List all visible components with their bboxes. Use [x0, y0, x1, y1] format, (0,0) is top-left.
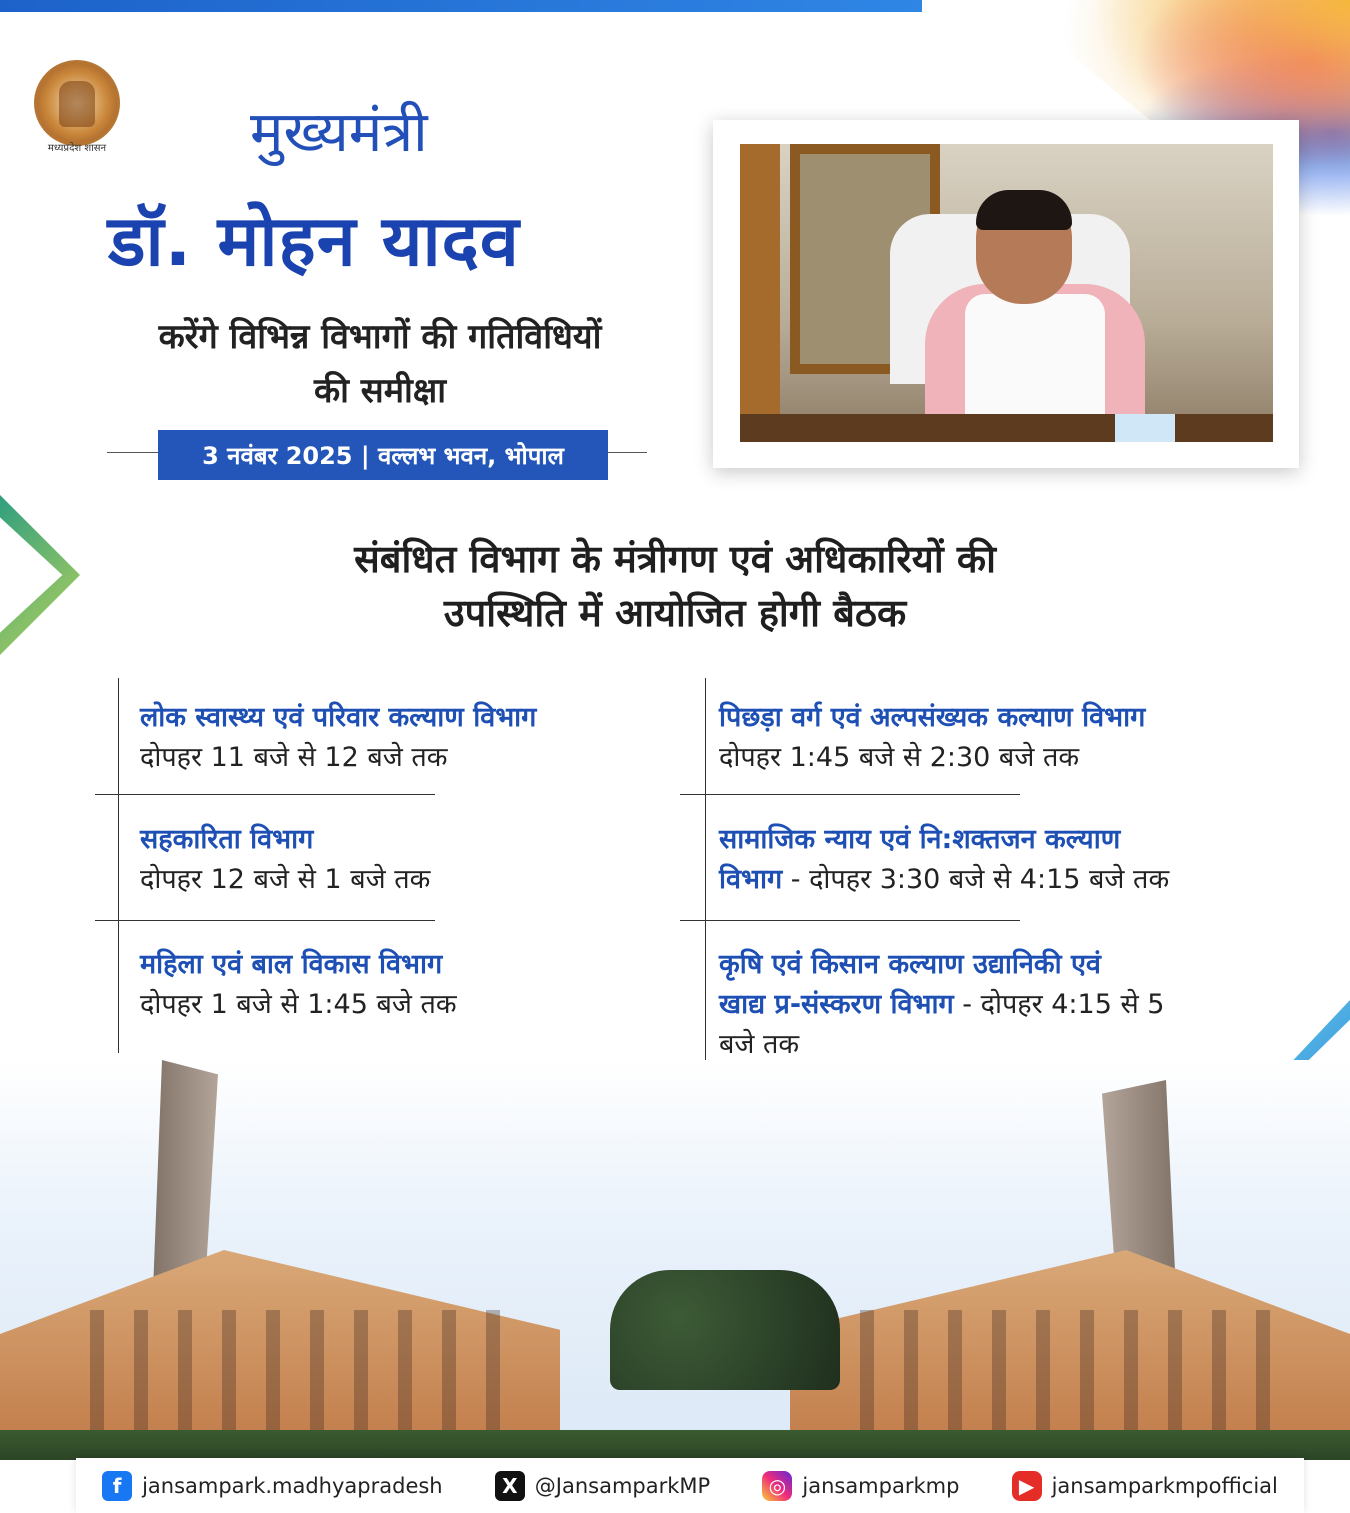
schedule-item	[697, 820, 1169, 900]
row-divider	[95, 920, 435, 921]
schedule-item	[118, 820, 430, 900]
social-handle: jansamparkmp	[802, 1473, 960, 1498]
facebook-icon: f	[102, 1471, 132, 1501]
chief-minister-photo-frame	[713, 120, 1299, 468]
meeting-heading	[160, 532, 1190, 640]
department-name-continued	[719, 860, 1169, 900]
meeting-heading-line-2: उपस्थिति में आयोजित होगी बैठक	[443, 591, 907, 635]
vallabh-bhawan-building-image	[0, 1060, 1350, 1460]
title-name: डॉ. मोहन यादव	[108, 200, 520, 282]
meeting-heading-line-1: संबंधित विभाग के मंत्रीगण एवं अधिकारियों की	[354, 537, 996, 581]
mp-government-emblem-icon	[34, 60, 120, 146]
meeting-time: दोपहर 1:45 बजे से 2:30 बजे तक	[719, 742, 1080, 773]
social-handle: jansamparkmpofficial	[1051, 1473, 1278, 1498]
youtube-icon: ▶	[1012, 1471, 1042, 1501]
date-location-badge: 3 नवंबर 2025 | वल्लभ भवन, भोपाल	[158, 430, 608, 480]
meeting-time: दोपहर 1 बजे से 1:45 बजे तक	[140, 989, 457, 1020]
social-handle: jansampark.madhyapradesh	[142, 1473, 443, 1498]
department-name: कृषि एवं किसान कल्याण उद्यानिकी एवं	[719, 949, 1101, 980]
social-x[interactable]	[495, 1471, 710, 1501]
x-icon: X	[495, 1471, 525, 1501]
department-name: सामाजिक न्याय एवं नि:शक्तजन कल्याण	[719, 824, 1121, 855]
schedule-item	[118, 945, 457, 1025]
emblem-caption: मध्यप्रदेश शासन	[47, 143, 107, 154]
subtitle-line-2: की समीक्षा	[313, 371, 447, 411]
department-name-continued	[719, 985, 1164, 1025]
subtitle	[60, 310, 700, 418]
title-designation: मुख्यमंत्री	[250, 100, 428, 165]
social-youtube[interactable]	[1012, 1471, 1278, 1501]
meeting-time-continued: बजे तक	[719, 1029, 800, 1060]
meeting-time: दोपहर 11 बजे से 12 बजे तक	[140, 742, 448, 773]
department-name-end: विभाग	[719, 864, 783, 895]
schedule-item	[118, 698, 536, 778]
department-name-end: खाद्य प्र-संस्करण विभाग	[719, 989, 954, 1020]
top-accent-bar	[0, 0, 922, 12]
left-chevron-decoration	[0, 495, 80, 655]
meeting-time: दोपहर 12 बजे से 1 बजे तक	[140, 864, 431, 895]
instagram-icon: ◎	[762, 1471, 792, 1501]
schedule-item	[697, 945, 1164, 1065]
department-name: महिला एवं बाल विकास विभाग	[140, 949, 443, 980]
social-facebook[interactable]	[102, 1471, 443, 1501]
schedule-item	[697, 698, 1145, 778]
meeting-time: - दोपहर 3:30 बजे से 4:15 बजे तक	[782, 864, 1170, 895]
department-name: लोक स्वास्थ्य एवं परिवार कल्याण विभाग	[140, 702, 537, 733]
subtitle-line-1: करेंगे विभिन्न विभागों की गतिविधियों	[158, 317, 602, 357]
department-name: सहकारिता विभाग	[140, 824, 314, 855]
department-name: पिछड़ा वर्ग एवं अल्पसंख्यक कल्याण विभाग	[719, 702, 1146, 733]
social-instagram[interactable]	[762, 1471, 959, 1501]
row-divider	[680, 920, 1020, 921]
social-handle: @JansamparkMP	[534, 1473, 711, 1498]
chief-minister-photo	[740, 144, 1273, 442]
meeting-time: - दोपहर 4:15 से 5	[953, 989, 1165, 1020]
row-divider	[95, 794, 435, 795]
row-divider	[680, 794, 1020, 795]
social-media-footer	[76, 1458, 1304, 1513]
